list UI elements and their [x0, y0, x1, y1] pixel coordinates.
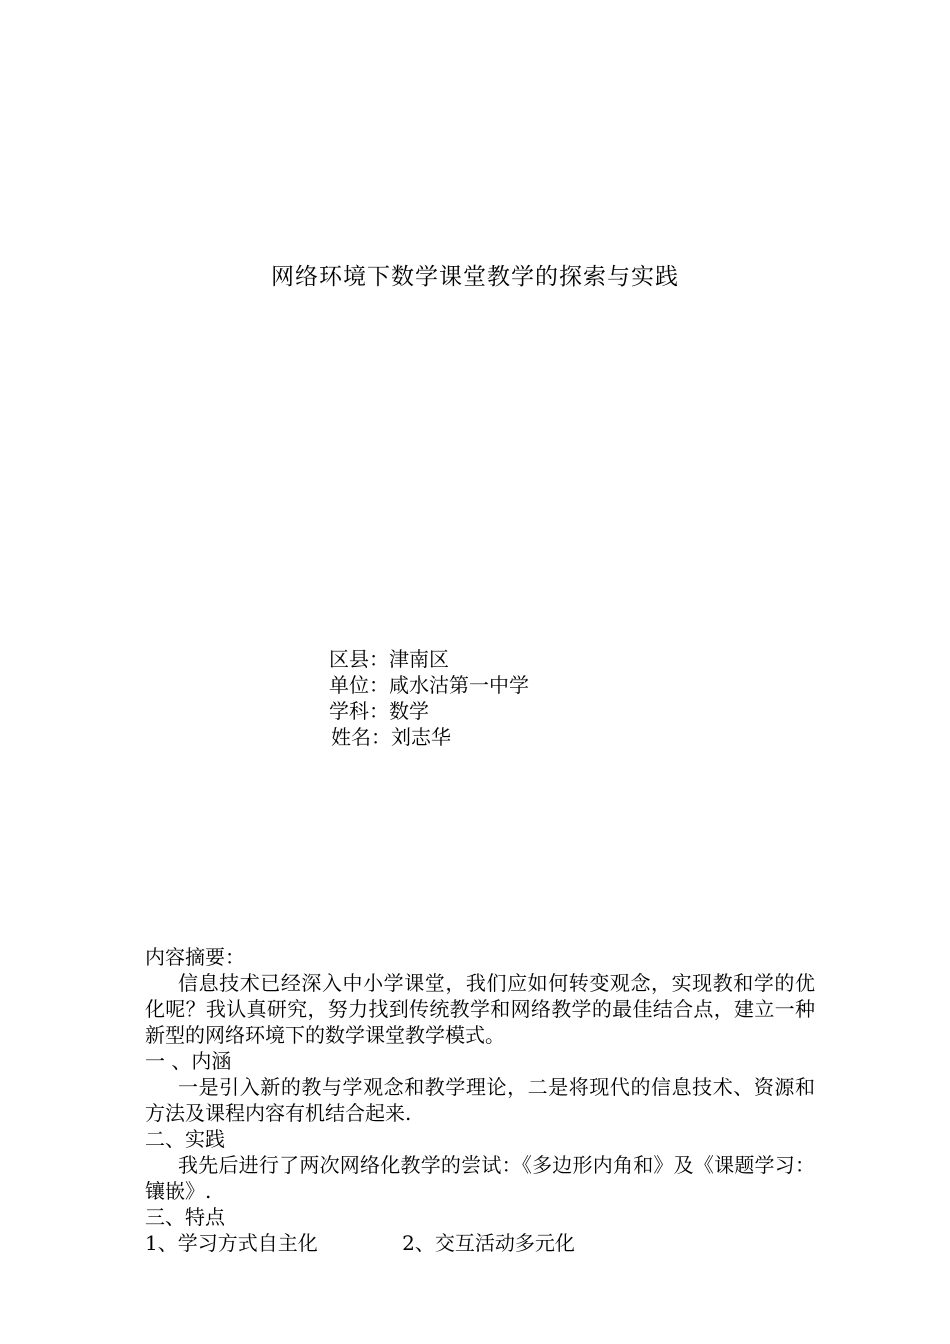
abstract-heading: 内容摘要：	[145, 945, 245, 969]
section-1-paragraph: 一是引入新的教与学观念和教学理论，二是将现代的信息技术、资源和方法及课程内容有机结合起来.	[145, 1075, 815, 1125]
name-line: 姓名：刘志华	[331, 725, 451, 749]
section-3-heading: 三、特点	[145, 1205, 225, 1229]
feature-item-2: 2、交互活动多元化	[402, 1231, 575, 1255]
abstract-paragraph: 信息技术已经深入中小学课堂，我们应如何转变观念，实现教和学的优化呢？我认真研究，努力找到传统教学和网络教学的最佳结合点，建立一种新型的网络环境下的数学课堂教学模式。	[145, 971, 815, 1047]
subject-line: 学科：数学	[329, 699, 429, 723]
document-body	[145, 944, 815, 1256]
feature-list	[145, 1230, 815, 1256]
district-line: 区县：津南区	[329, 647, 449, 671]
feature-item-1: 1、学习方式自主化	[145, 1231, 318, 1255]
author-info	[329, 646, 529, 750]
section-2-paragraph: 我先后进行了两次网络化教学的尝试：《多边形内角和》及《课题学习：镶嵌》.	[145, 1153, 815, 1203]
section-1-heading: 一 、内涵	[145, 1049, 232, 1073]
document-title: 网络环境下数学课堂教学的探索与实践	[271, 264, 679, 290]
unit-line: 单位：咸水沽第一中学	[329, 673, 529, 697]
section-2-heading: 二、实践	[145, 1127, 225, 1151]
